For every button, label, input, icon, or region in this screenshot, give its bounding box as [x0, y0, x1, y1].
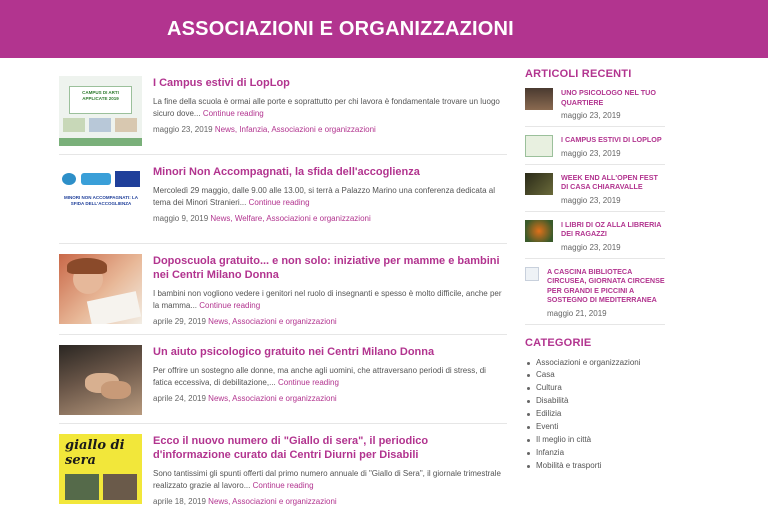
post-title[interactable]: I Campus estivi di LopLop [153, 77, 290, 89]
categories-list [525, 357, 665, 473]
recent-post-date: maggio 23, 2019 [561, 242, 621, 252]
post-date: aprile 24, 2019 [153, 394, 206, 403]
recent-post-date: maggio 23, 2019 [561, 148, 621, 158]
category-item[interactable]: Edilizia [525, 408, 665, 421]
post-item [59, 76, 507, 155]
recent-post-item [525, 135, 665, 165]
post-item [59, 345, 507, 424]
post-date: aprile 18, 2019 [153, 497, 206, 506]
post-title[interactable]: Ecco il nuovo numero di "Giallo di sera", il periodico d'informazione curato dai Centri Diurni per Disabili [153, 435, 429, 461]
post-categories[interactable]: News, Infanzia, Associazioni e organizzazioni [214, 125, 376, 134]
post-title[interactable]: Un aiuto psicologico gratuito nei Centri Milano Donna [153, 346, 435, 358]
recent-post-item [525, 88, 665, 127]
recent-post-title[interactable]: A CASCINA BIBLIOTECA CIRCUSEA, GIORNATA CIRCENSE PER GRANDI E PICCINI A SOSTEGNO DI MEDITERRANEA [547, 266, 665, 304]
post-excerpt: Mercoledì 29 maggio, dalle 9.00 alle 13.00, si terrà a Palazzo Marino una conferenza dedicata al tema dei Minori Stranieri... Continue reading [153, 186, 495, 207]
post-meta [153, 317, 507, 326]
post-thumbnail[interactable] [59, 76, 142, 146]
post-meta [153, 394, 507, 403]
recent-post-thumbnail[interactable] [525, 220, 553, 242]
recent-post-item [525, 267, 665, 325]
post-thumbnail[interactable] [59, 254, 142, 324]
page-title: ASSOCIAZIONI E ORGANIZZAZIONI [167, 17, 514, 40]
recent-post-thumbnail[interactable] [525, 88, 553, 110]
post-excerpt: Per offrire un sostegno alle donne, ma anche agli uomini, che attraversano periodi di stress, di fatica eccessiva, di debilitazione,... Continue reading [153, 366, 486, 387]
thumbnail-caption: MINORI NON ACCOMPAGNATI: LA SFIDA DELL'ACCOGLIENZA [64, 195, 138, 206]
post-date: aprile 29, 2019 [153, 317, 206, 326]
recent-posts-heading: ARTICOLI RECENTI [525, 68, 632, 80]
category-item[interactable]: Eventi [525, 421, 665, 434]
category-item[interactable]: Infanzia [525, 447, 665, 460]
post-excerpt: La fine della scuola è ormai alle porte e soprattutto per chi lavora è fondamentale trovare un luogo sicuro dove... Continue reading [153, 97, 500, 118]
post-date: maggio 23, 2019 [153, 125, 213, 134]
category-item[interactable]: Associazioni e organizzazioni [525, 357, 665, 370]
post-categories[interactable]: News, Associazioni e organizzazioni [208, 394, 337, 403]
recent-post-date: maggio 23, 2019 [561, 111, 621, 120]
sidebar [525, 68, 665, 473]
post-excerpt: Sono tantissimi gli spunti offerti dal primo numero annuale di "Giallo di Sera", il giornale trimestrale realizzato grazie al lavoro... Continue reading [153, 469, 501, 490]
continue-reading-link[interactable]: Continue reading [199, 300, 261, 310]
continue-reading-link[interactable]: Continue reading [248, 197, 310, 207]
recent-post-date: maggio 23, 2019 [561, 195, 621, 205]
post-thumbnail[interactable] [59, 345, 142, 415]
post-item [59, 254, 507, 335]
post-categories[interactable]: News, Associazioni e organizzazioni [208, 497, 337, 506]
post-item [59, 434, 507, 513]
recent-post-item [525, 220, 665, 259]
recent-post-title[interactable]: WEEK END ALL'OPEN FEST DI CASA CHIARAVALLE [561, 172, 658, 191]
post-meta [153, 214, 507, 223]
recent-post-title[interactable]: UNO PSICOLOGO NEL TUO QUARTIERE [561, 88, 656, 107]
thumbnail-caption: giallo di sera [65, 438, 125, 468]
thumbnail-caption: CAMPUS DI ARTI APPLICATE 2019 [69, 86, 132, 114]
continue-reading-link[interactable]: Continue reading [252, 480, 314, 490]
recent-post-thumbnail[interactable] [525, 173, 553, 195]
recent-post-thumbnail[interactable] [525, 267, 539, 281]
recent-post-title[interactable]: I CAMPUS ESTIVI DI LOPLOP [561, 135, 662, 144]
category-item[interactable]: Il meglio in città [525, 434, 665, 447]
category-item[interactable]: Disabilità [525, 395, 665, 408]
post-list [59, 76, 507, 513]
post-date: maggio 9, 2019 [153, 214, 209, 223]
recent-post-title[interactable]: I LIBRI DI OZ ALLA LIBRERIA DEI RAGAZZI [561, 219, 662, 238]
post-item [59, 165, 507, 244]
post-categories[interactable]: News, Welfare, Associazioni e organizzazioni [210, 214, 371, 223]
post-thumbnail[interactable] [59, 165, 142, 235]
continue-reading-link[interactable]: Continue reading [277, 377, 339, 387]
categories-heading: CATEGORIE [525, 336, 592, 349]
post-meta [153, 125, 507, 134]
post-meta [153, 497, 507, 506]
post-thumbnail[interactable] [59, 434, 142, 504]
category-item[interactable]: Cultura [525, 382, 665, 395]
page-header [0, 0, 768, 58]
post-title[interactable]: Doposcuola gratuito... e non solo: iniziative per mamme e bambini nei Centri Milano Donna [153, 255, 500, 281]
post-title[interactable]: Minori Non Accompagnati, la sfida dell'accoglienza [153, 166, 420, 178]
category-item[interactable]: Mobilità e trasporti [525, 460, 665, 473]
recent-post-date: maggio 21, 2019 [547, 308, 607, 318]
post-categories[interactable]: News, Associazioni e organizzazioni [208, 317, 337, 326]
recent-post-item [525, 173, 665, 212]
category-item[interactable]: Casa [525, 369, 665, 382]
post-excerpt: I bambini non vogliono vedere i genitori nel ruolo di insegnanti e spesso è molto difficile, anche per la mamma... Continue reading [153, 289, 502, 310]
continue-reading-link[interactable]: Continue reading [202, 108, 264, 118]
recent-post-thumbnail[interactable] [525, 135, 553, 157]
